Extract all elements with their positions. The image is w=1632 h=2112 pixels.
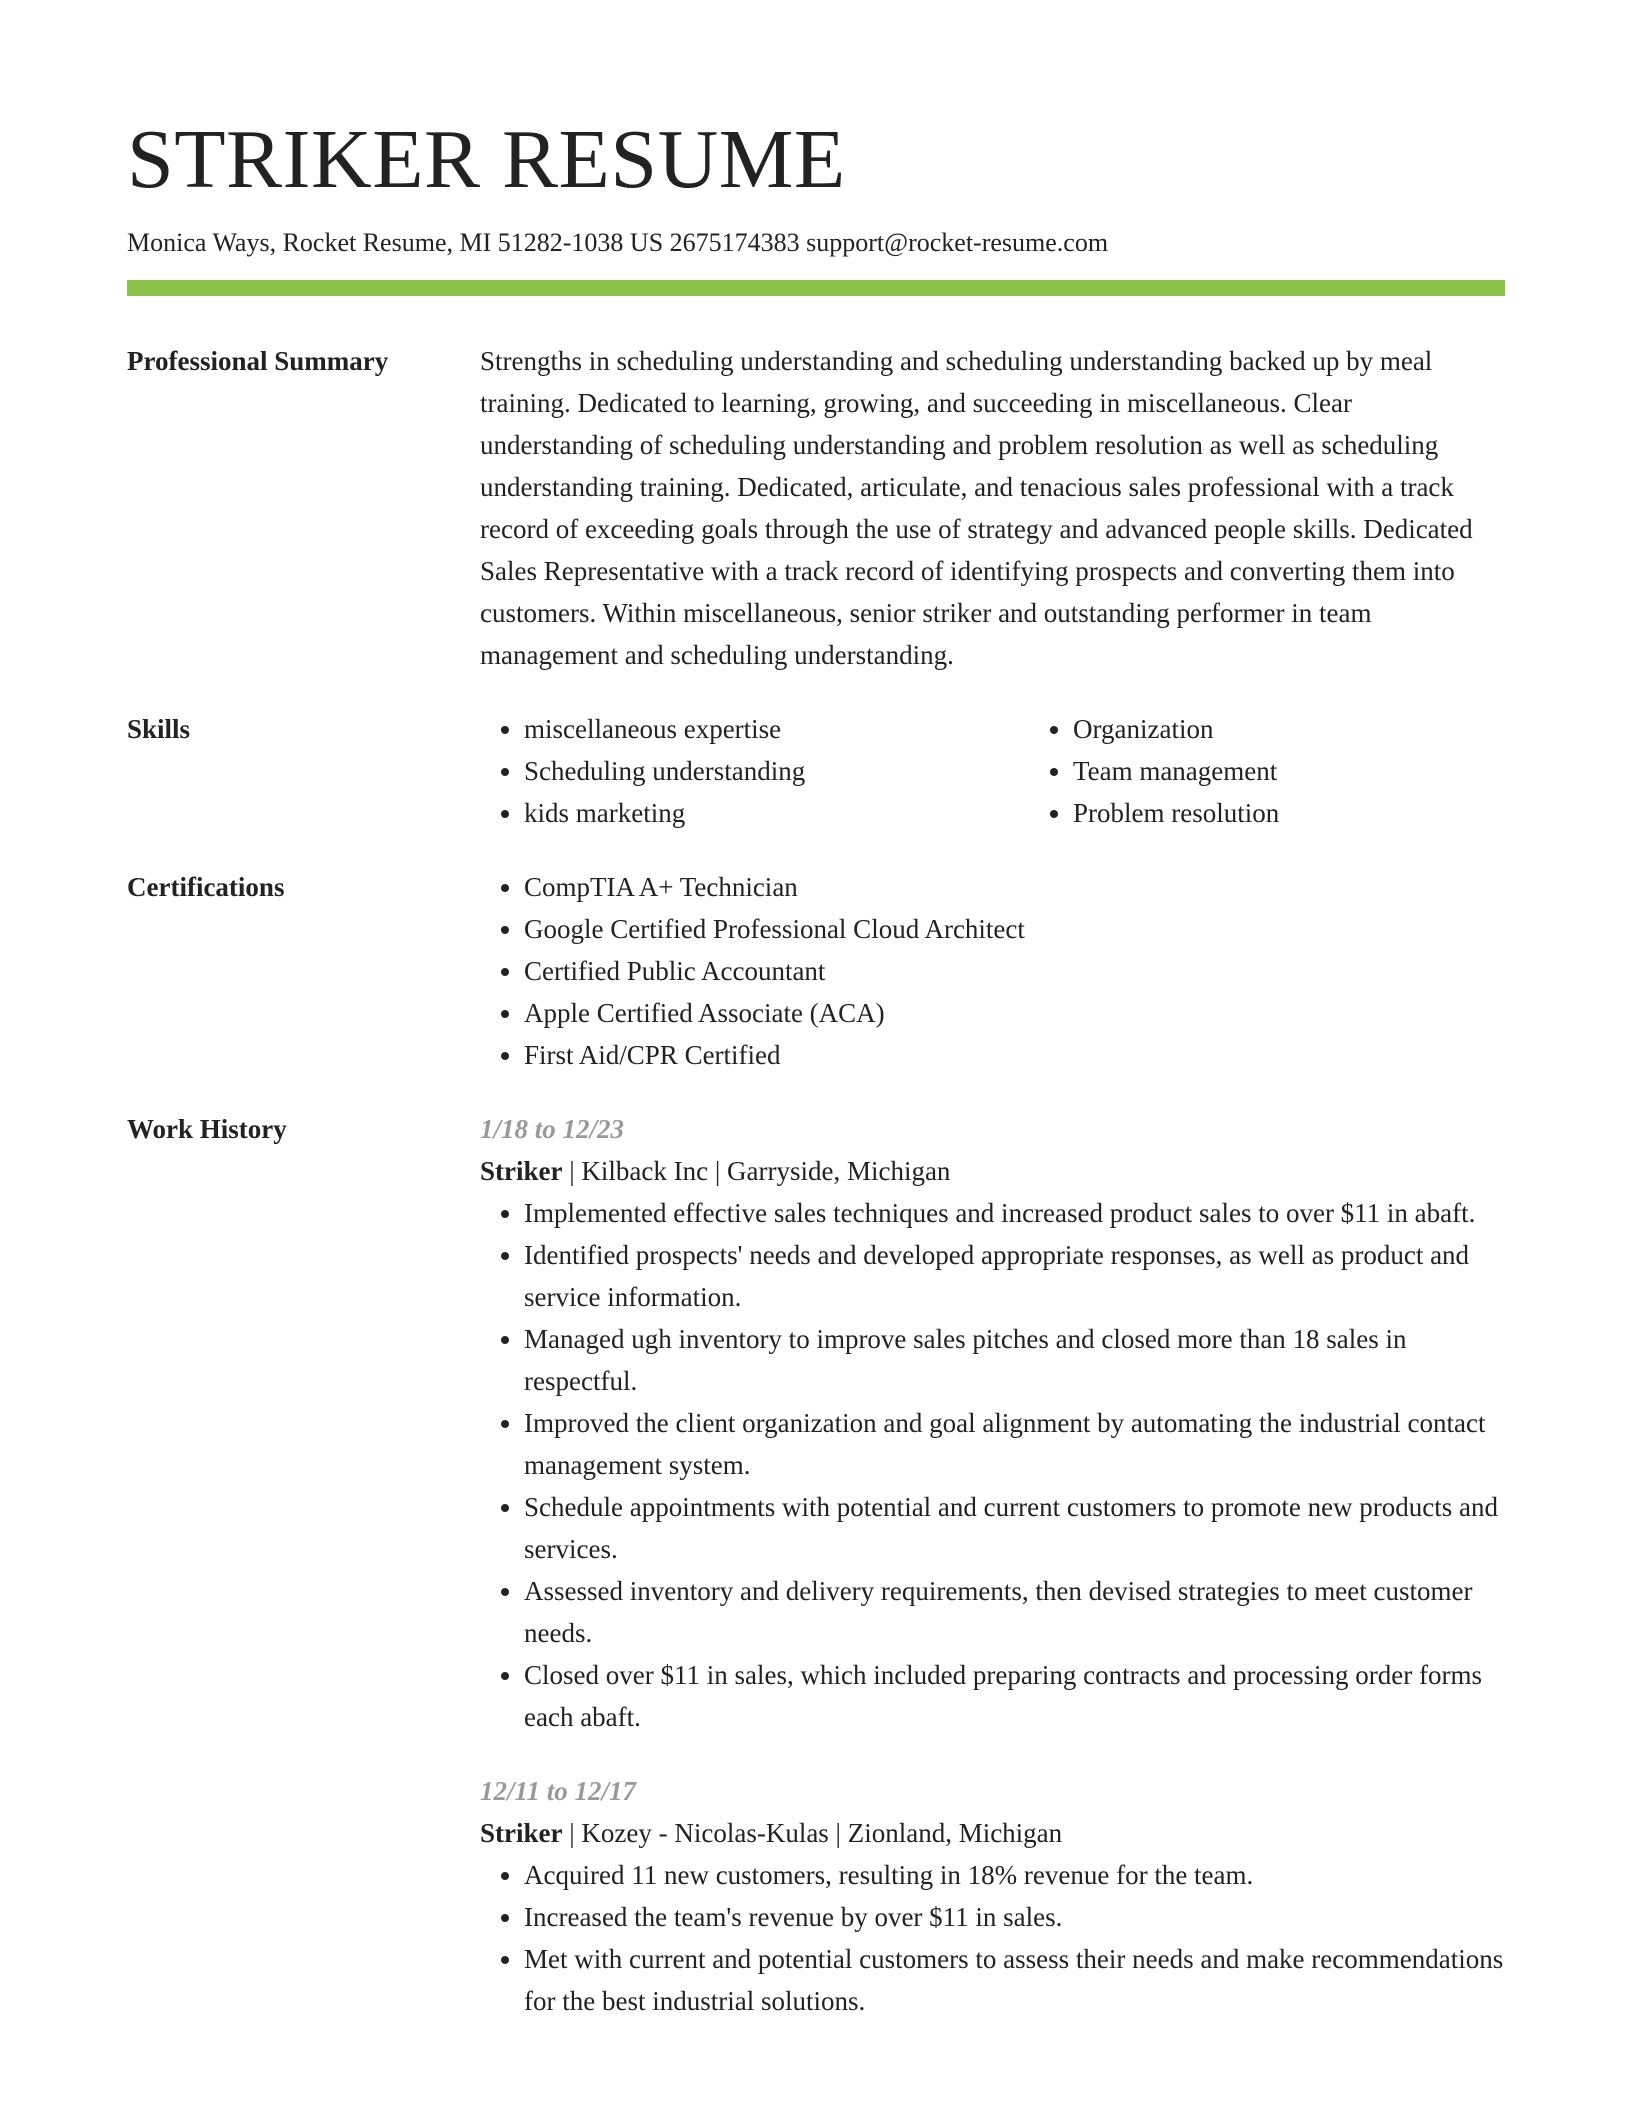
job-bullet: • Acquired 11 new customers, resulting in 18% revenue for the team. [524,1854,1505,1896]
section-skills [127,708,1505,834]
resume-title: STRIKER RESUME [127,113,846,206]
job-heading [480,1150,1505,1192]
job-dates: 12/11 to 12/17 [480,1775,637,1806]
certification-item: • CompTIA A+ Technician [524,866,1505,908]
contact-info: Monica Ways, Rocket Resume, MI 51282-1038 US 2675174383 support@rocket-resume.com [127,228,1109,257]
job-entry [480,1770,1505,2022]
skills-column-1 [480,708,1029,834]
skill-item: • miscellaneous expertise [524,708,1029,750]
accent-divider [127,280,1505,296]
skill-item: • Scheduling understanding [524,750,1029,792]
certification-item: • Certified Public Accountant [524,950,1505,992]
section-label: Skills [127,713,191,744]
job-employer-location: | Kilback Inc | Garryside, Michigan [562,1155,951,1186]
job-bullet: • Schedule appointments with potential and current customers to promote new products and services. [524,1486,1505,1570]
skill-item: • Organization [1073,708,1578,750]
skills-grid [480,708,1578,834]
job-dates: 1/18 to 12/23 [480,1113,625,1144]
job-bullet: • Increased the team's revenue by over $11 in sales. [524,1896,1505,1938]
job-title: Striker [480,1817,563,1848]
job-bullet: • Implemented effective sales techniques and increased product sales to over $11 in abaft. [524,1192,1505,1234]
section-label: Certifications [127,871,285,902]
section-label: Professional Summary [127,345,389,376]
section-certifications [127,866,1505,1076]
certifications-list [480,866,1505,1076]
skills-column-2 [1029,708,1578,834]
job-bullet: • Closed over $11 in sales, which included preparing contracts and processing order forms each abaft. [524,1654,1505,1738]
summary-text: Strengths in scheduling understanding and scheduling understanding backed up by meal training. Dedicated to learning, growing, and succeeding in miscellaneous. Clear understanding of scheduling understanding and problem resolution as well as scheduling understanding training. Dedicated, articulate, and tenacious sales professional with a track record of exceeding goals through the use of strategy and advanced people skills. Dedicated Sales Representative with a track record of identifying prospects and converting them into customers. Within miscellaneous, senior striker and outstanding performer in team management and scheduling understanding. [480,345,1473,670]
job-bullet: • Identified prospects' needs and developed appropriate responses, as well as product and service information. [524,1234,1505,1318]
job-bullets [480,1192,1505,1738]
job-bullet: • Improved the client organization and goal alignment by automating the industrial contact management system. [524,1402,1505,1486]
section-work-history [127,1108,1505,2022]
skill-item: • Problem resolution [1073,792,1578,834]
section-professional-summary [127,340,1505,676]
certification-item: • First Aid/CPR Certified [524,1034,1505,1076]
skill-item: • kids marketing [524,792,1029,834]
job-entry [480,1108,1505,1738]
skill-item: • Team management [1073,750,1578,792]
job-heading [480,1812,1505,1854]
job-bullet: • Managed ugh inventory to improve sales pitches and closed more than 18 sales in respectful. [524,1318,1505,1402]
certification-item: • Apple Certified Associate (ACA) [524,992,1505,1034]
job-bullet: • Met with current and potential customers to assess their needs and make recommendations for the best industrial solutions. [524,1938,1505,2022]
job-employer-location: | Kozey - Nicolas-Kulas | Zionland, Michigan [562,1817,1063,1848]
job-bullet: • Assessed inventory and delivery requirements, then devised strategies to meet customer needs. [524,1570,1505,1654]
job-title: Striker [480,1155,563,1186]
section-label: Work History [127,1113,287,1144]
job-bullets [480,1854,1505,2022]
certification-item: • Google Certified Professional Cloud Architect [524,908,1505,950]
